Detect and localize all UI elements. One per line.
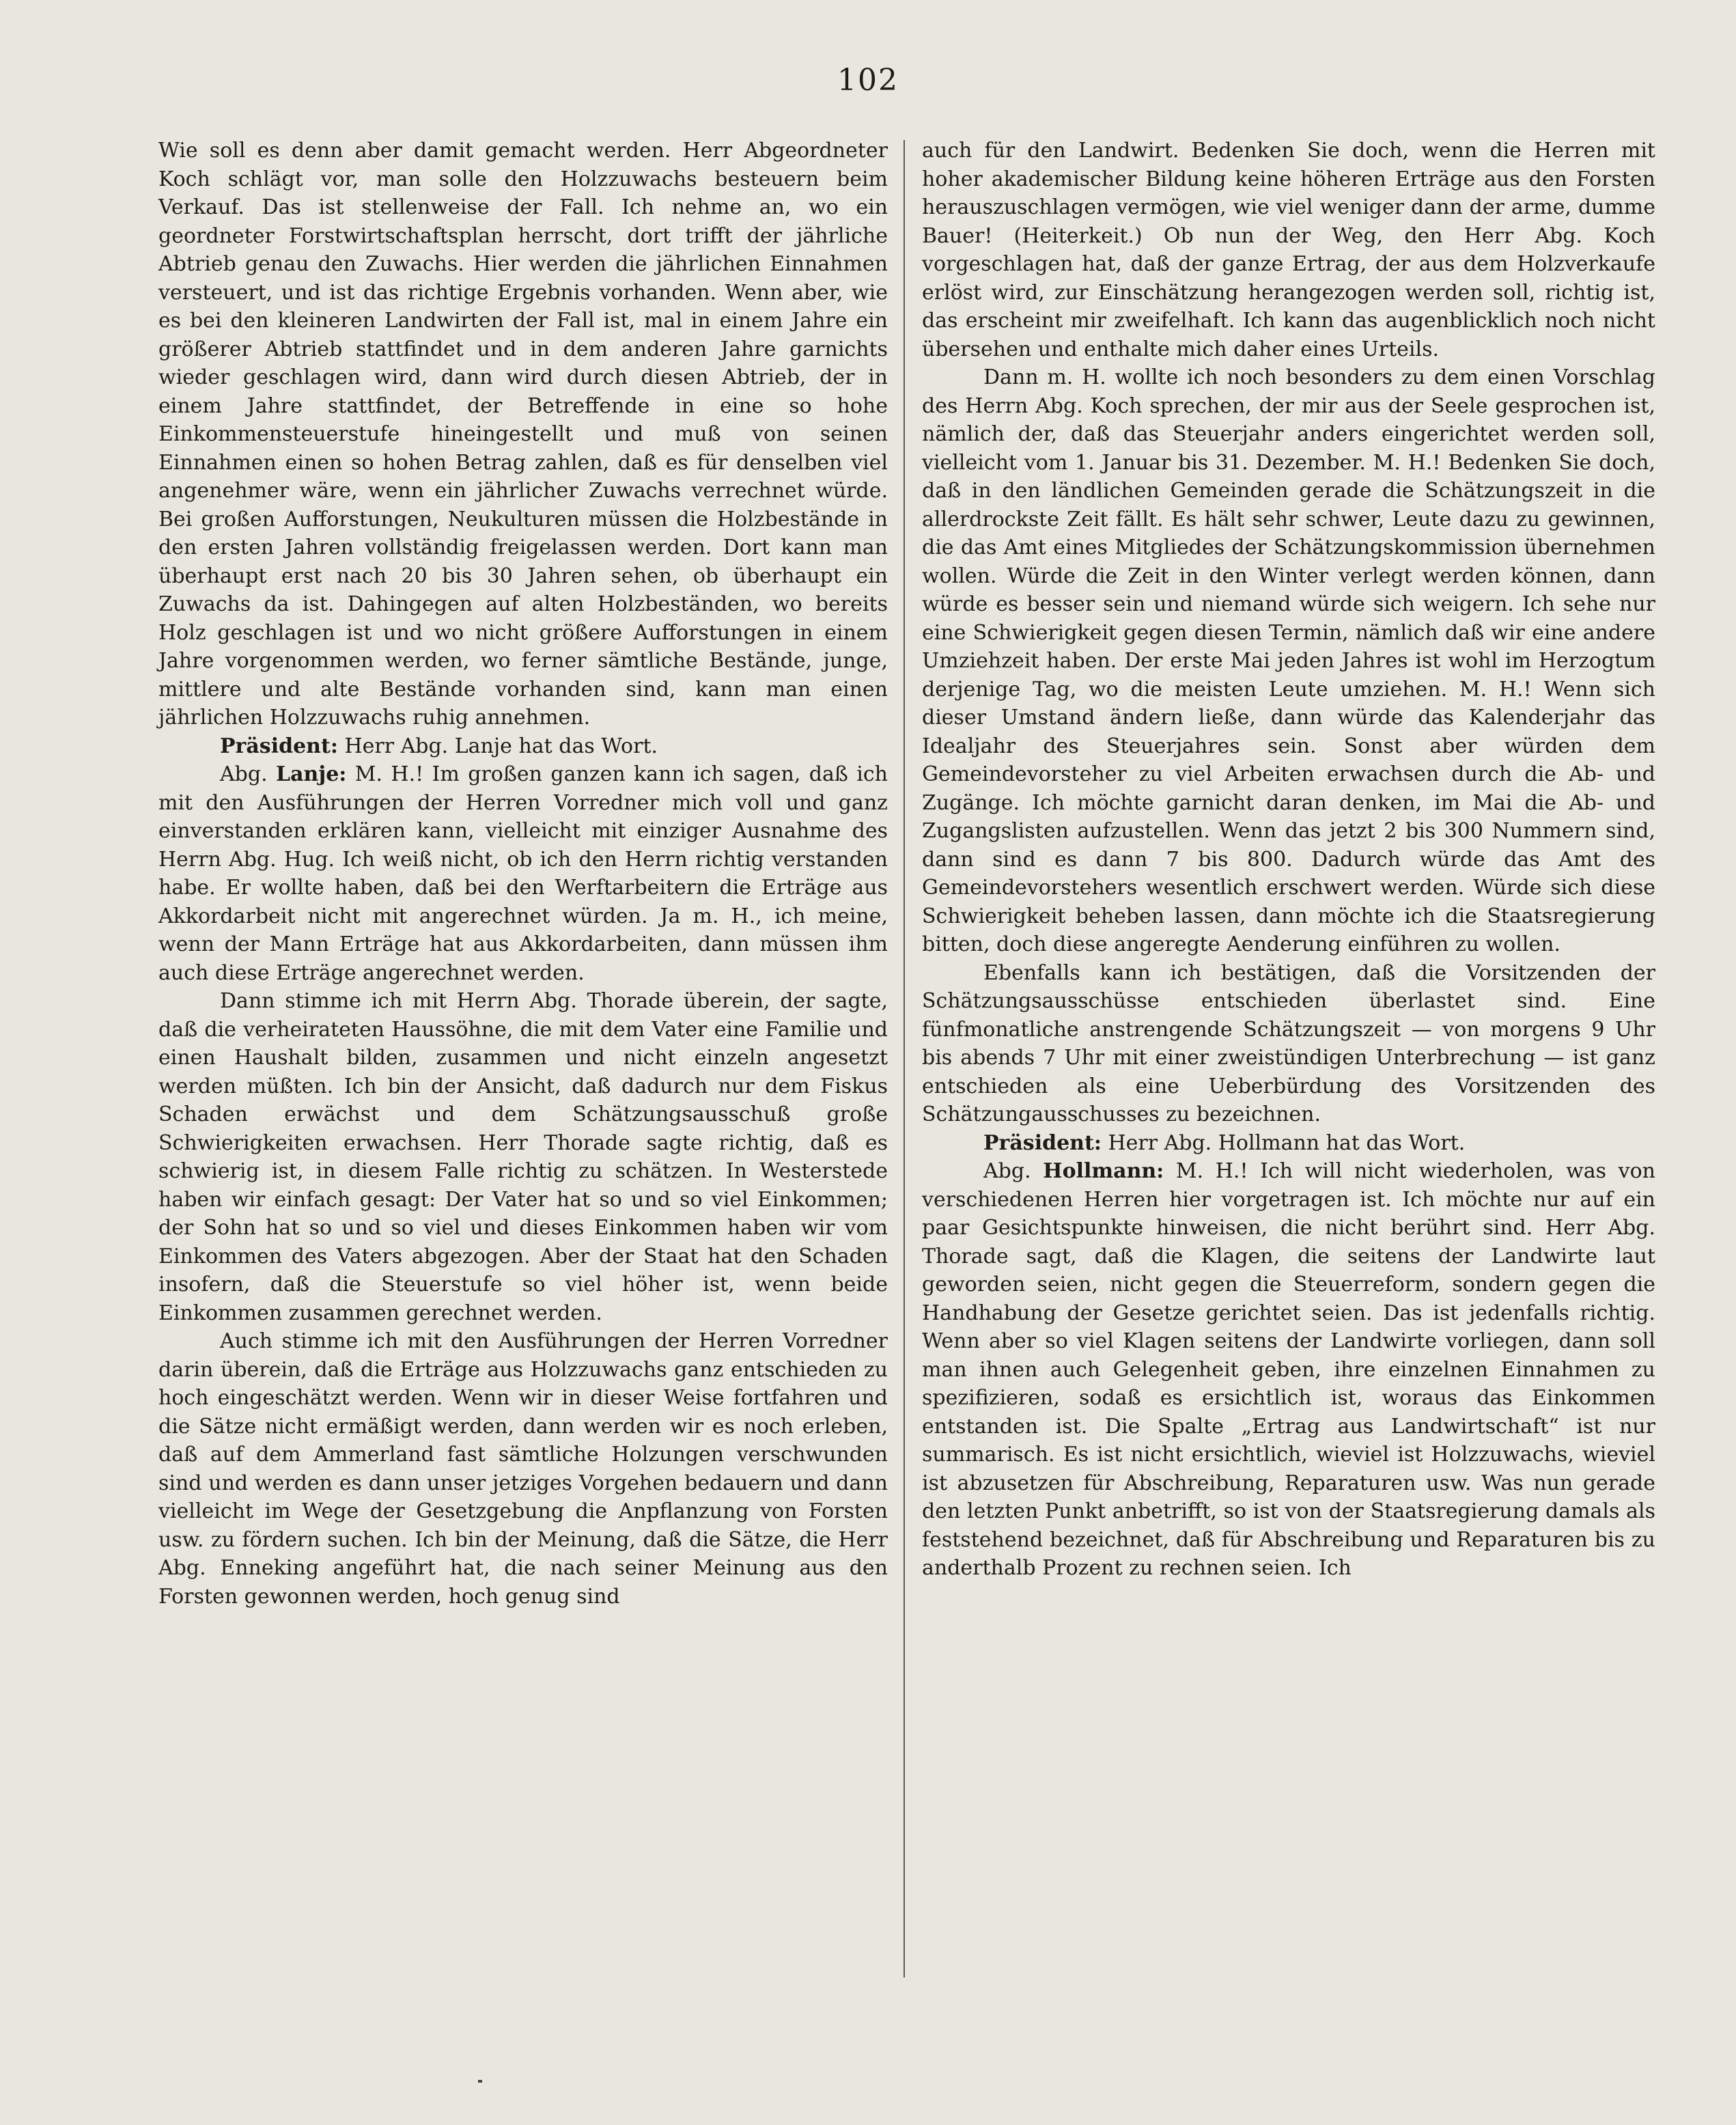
left-paragraph-1: Wie soll es denn aber damit gemacht werden. Herr Abgeordneter Koch schlägt vor, man solle den Holzzuwachs besteuern beim Verkauf. Das ist stellenweise der Fall. Ich nehme an, wo ein geordneter Forstwirtschaftsplan herrscht, dort trifft der jährliche Abtrieb genau den Zuwachs. Hier werden die jährlichen Einnahmen versteuert, und ist das richtige Ergebnis vorhanden. Wenn aber, wie es bei den kleineren Landwirten der Fall ist, mal in einem Jahre ein größerer Abtrieb stattfindet und in dem anderen Jahre garnichts wieder geschlagen wird, dann wird durch diesen Abtrieb, der in einem Jahre stattfindet, der Betreffende in eine so hohe Einkommensteuerstufe hineingestellt und muß von seinen Einnahmen einen so hohen Betrag zahlen, daß es für denselben viel angenehmer wäre, wenn ein jährlicher Zuwachs verrechnet würde. Bei großen Aufforstungen, Neukulturen müssen die Holzbestände in den ersten Jahren vollständig freigelassen werden. Dort kann man überhaupt erst nach 20 bis 30 Jahren sehen, ob überhaupt ein Zuwachs da ist. Dahingegen auf alten Holzbeständen, wo bereits Holz geschlagen ist und wo nicht größere Aufforstungen in einem Jahre vorgenommen werden, wo ferner sämtliche Bestände, junge, mittlere und alte Bestände vorhanden sind, kann man einen jährlichen Holzzuwachs ruhig annehmen.	[158, 139, 888, 730]
page-number: 102	[837, 63, 899, 98]
right-paragraph-5	[922, 1157, 1655, 1583]
left-column	[158, 137, 888, 1611]
speaker-label: Lanje:	[276, 762, 347, 786]
paragraph-text: M. H.! Im großen ganzen kann ich sagen, daß ich mit den Ausführungen der Herren Vorredner mich voll und ganz einverstanden erklären kann, vielleicht mit einziger Ausnahme des Herrn Abg. Hug. Ich weiß nicht, ob ich den Herrn richtig verstanden habe. Er wollte haben, daß bei den Werftarbeitern die Erträge aus Akkordarbeit nicht mit angerechnet würden. Ja m. H., ich meine, wenn der Mann Erträge hat aus Akkordarbeiten, dann müssen ihm auch diese Erträge angerechnet werden.	[158, 762, 888, 985]
speaker-label: Präsident:	[983, 1130, 1102, 1155]
right-paragraph-2: Dann m. H. wollte ich noch besonders zu dem einen Vorschlag des Herrn Abg. Koch sprechen, der mir aus der Seele gesprochen ist, nämlich der, daß das Steuerjahr anders eingerichtet werden soll, vielleicht vom 1. Januar bis 31. Dezember. M. H.! Bedenken Sie doch, daß in den ländlichen Gemeinden gerade die Schätzungszeit in die allerdrockste Zeit fällt. Es hält sehr schwer, Leute dazu zu gewinnen, die das Amt eines Mitgliedes der Schätzungskommission übernehmen wollen. Würde die Zeit in den Winter verlegt werden können, dann würde es besser sein und niemand würde sich weigern. Ich sehe nur eine Schwierigkeit gegen diesen Termin, nämlich daß wir eine andere Umziehzeit haben. Der erste Mai jeden Jahres ist wohl im Herzogtum derjenige Tag, wo die meisten Leute umziehen. M. H.! Wenn sich dieser Umstand ändern ließe, dann würde das Kalenderjahr das Idealjahr des Steuerjahres sein. Sonst aber würden dem Gemeindevorsteher zu viel Arbeiten erwachsen durch die Ab- und Zugänge. Ich möchte garnicht daran denken, im Mai die Ab- und Zugangslisten aufzustellen. Wenn das jetzt 2 bis 300 Nummern sind, dann sind es dann 7 bis 800. Dadurch würde das Amt des Gemeindevorstehers wesentlich erschwert werden. Würde sich diese Schwierigkeit beheben lassen, dann möchte ich die Staatsregierung bitten, doch diese angeregte Aenderung einführen zu wollen.	[922, 365, 1655, 956]
speaker-prefix: Abg.	[220, 762, 277, 786]
left-paragraph-2	[158, 732, 888, 761]
left-paragraph-4: Dann stimme ich mit Herrn Abg. Thorade überein, der sagte, daß die verheirateten Haussöhne, die mit dem Vater eine Familie und einen Haushalt bilden, zusammen und nicht einzeln angesetzt werden müßten. Ich bin der Ansicht, daß dadurch nur dem Fiskus Schaden erwächst und dem Schätzungsausschuß große Schwierigkeiten erwachsen. Herr Thorade sagte richtig, daß es schwierig ist, in diesem Falle richtig zu schätzen. In Westerstede haben wir einfach gesagt: Der Vater hat so und so viel Einkommen; der Sohn hat so und so viel und dieses Einkommen haben wir vom Einkommen des Vaters abgezogen. Aber der Staat hat den Schaden insofern, daß die Steuerstufe so viel höher ist, wenn beide Einkommen zusammen gerechnet werden.	[158, 989, 888, 1325]
right-paragraph-4	[922, 1129, 1655, 1158]
speaker-label: Hollmann:	[1043, 1159, 1164, 1183]
paragraph-text: Herr Abg. Lanje hat das Wort.	[337, 734, 658, 758]
left-paragraph-3	[158, 760, 888, 987]
right-paragraph-1: auch für den Landwirt. Bedenken Sie doch, wenn die Herren mit hoher akademischer Bildung keine höheren Erträge aus den Forsten herauszuschlagen vermögen, wie viel weniger dann der arme, dumme Bauer! (Heiterkeit.) Ob nun der Weg, den Herr Abg. Koch vorgeschlagen hat, daß der ganze Ertrag, der aus dem Holzverkaufe erlöst wird, zur Einschätzung herangezogen werden soll, richtig ist, das erscheint mir zweifelhaft. Ich kann das augenblicklich noch nicht übersehen und enthalte mich daher eines Urteils.	[922, 139, 1655, 361]
left-paragraph-5: Auch stimme ich mit den Ausführungen der Herren Vorredner darin überein, daß die Erträge aus Holzzuwachs ganz entschieden zu hoch eingeschätzt werden. Wenn wir in dieser Weise fortfahren und die Sätze nicht ermäßigt werden, dann werden wir es noch erleben, daß auf dem Ammerland fast sämtliche Holzungen verschwunden sind und werden es dann unser jetziges Vorgehen bedauern und dann vielleicht im Wege der Gesetzgebung die Anpflanzung von Forsten usw. zu fördern suchen. Ich bin der Meinung, daß die Sätze, die Herr Abg. Enneking angeführt hat, die nach seiner Meinung aus den Forsten gewonnen werden, hoch genug sind	[158, 1329, 888, 1609]
right-paragraph-3: Ebenfalls kann ich bestätigen, daß die Vorsitzenden der Schätzungsausschüsse entschieden überlastet sind. Eine fünfmonatliche anstrengende Schätzungszeit — von morgens 9 Uhr bis abends 7 Uhr mit einer zweistündigen Unterbrechung — ist ganz entschieden als eine Ueberbürdung des Vorsitzenden des Schätzungausschusses zu bezeichnen.	[922, 960, 1655, 1126]
speaker-prefix: Abg.	[983, 1159, 1044, 1183]
paragraph-text: Herr Abg. Hollmann hat das Wort.	[1101, 1130, 1466, 1155]
speaker-label: Präsident:	[220, 734, 338, 758]
right-column	[922, 137, 1655, 1583]
print-speck	[478, 2080, 482, 2083]
paragraph-text: M. H.! Ich will nicht wiederholen, was von verschiedenen Herren hier vorgetragen ist. Ich möchte nur auf ein paar Gesichtspunkte hinweisen, die nicht berührt sind. Herr Abg. Thorade sagt, daß die Klagen, die seitens der Landwirte laut geworden seien, nicht gegen die Steuerreform, sondern gegen die Handhabung der Gesetze gerichtet seien. Das ist jedenfalls richtig. Wenn aber so viel Klagen seitens der Landwirte vorliegen, dann soll man ihnen auch Gelegenheit geben, ihre einzelnen Einnahmen zu spezifizieren, sodaß es ersichtlich ist, woraus das Einkommen entstanden ist. Die Spalte „Ertrag aus Landwirtschaft“ ist nur summarisch. Es ist nicht ersichtlich, wieviel ist Holzzuwachs, wieviel ist abzusetzen für Abschreibung, Reparaturen usw. Was nun gerade den letzten Punkt anbetrifft, so ist von der Staatsregierung damals als feststehend bezeichnet, daß für Abschreibung und Reparaturen bis zu anderthalb Prozent zu rechnen seien. Ich	[922, 1159, 1655, 1580]
column-divider	[904, 140, 905, 1977]
